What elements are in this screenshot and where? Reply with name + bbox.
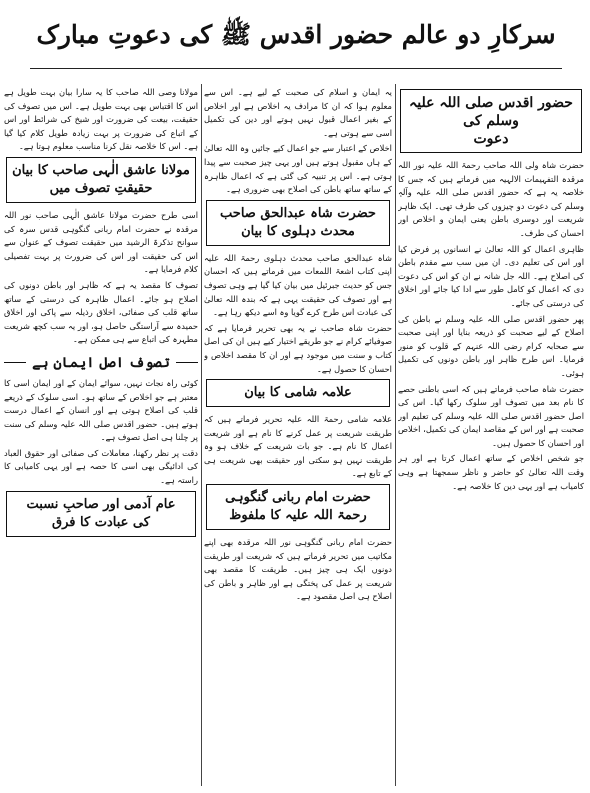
heading-line: محدث دہلوی کا بیان xyxy=(241,223,355,239)
paragraph: شاہ عبدالحق صاحب محدث دہلوی رحمۃ اللہ علیہ اپنی کتاب اشعۃ اللمعات میں فرماتے ہیں کہ احسان جس کو حدیث جبرئیل میں بیان کیا گیا ہے وہی تصوف ہے اور تصوف کی حقیقت یہی ہے کہ بندہ اللہ تعالیٰ کی عبادت اس طرح کرے گویا وہ اسے دیکھ رہا ہے۔ xyxy=(204,252,392,318)
masthead-title: سرکارِ دو عالم حضور اقدس ﷺ کی دعوتِ مبارک xyxy=(36,19,556,49)
paragraph: اسی طرح حضرت مولانا عاشق الٰہی صاحب نور اللہ مرقدہ نے حضرت امام ربانی گنگوہی قدس سرہ کی سوانح تذکرۃ الرشید میں حقیقت تصوف کے عنوان سے اس کی حقیقت اور اس کی ضرورت پر بہت تفصیلی کلام فرمایا ہے۔ xyxy=(4,209,198,275)
banner-tasawwuf-asl-iman xyxy=(4,355,198,371)
column-right xyxy=(398,86,584,786)
heading-box-shah-abdulhaq xyxy=(206,200,390,246)
column-left xyxy=(4,86,198,786)
column-divider-right xyxy=(395,84,396,786)
heading-box-ashiq-ilahi xyxy=(6,157,196,203)
paragraph: کوئی راہ نجات نہیں، سوائے ایمان کے اور ایمان اسی کا معتبر ہے جو اخلاص کے ساتھ ہو۔ اسی سلوک کے ذریعے قلب کی اصلاح ہوتی ہے اور انسان کے اعمال درست ہوتے ہیں۔ حضور اقدس صلی اللہ علیہ وسلم کی سنت پر چلنا ہی اصل تصوف ہے۔ xyxy=(4,377,198,443)
heading-box-dawat xyxy=(400,89,582,153)
paragraph: مولانا وصی اللہ صاحب کا یہ سارا بیان بہت طویل ہے اس کا اقتباس بھی بہت طویل ہے۔ اس میں تصوف کی حقیقت، بیعت کی ضرورت اور شیخ کی شرائط اور اس کے اتباع کی ضرورت پر بہت زیادہ طویل کلام کیا گیا ہے۔ اس کا خلاصہ نقل کرنا مناسب معلوم ہوتا ہے۔ xyxy=(4,87,198,152)
paragraph: علامہ شامی رحمۃ اللہ علیہ تحریر فرماتے ہیں کہ طریقت شریعت پر عمل کرنے کا نام ہے اور شریعت اعمال کا نام ہے۔ جو بات شریعت کے خلاف ہو وہ طریقت نہیں ہو سکتی اور حقیقت بھی شریعت ہی کے تابع ہے۔ xyxy=(204,414,392,479)
column-middle xyxy=(204,86,392,786)
paragraph: یہ ایمان و اسلام کی صحبت کے لیے ہے۔ اس سے معلوم ہوا کہ ان کا مرادف یہ اخلاص ہے اور اخلاص کے بغیر اعمال قبول نہیں ہوتے اور دین کی تکمیل اسی سے ہوتی ہے۔ xyxy=(204,87,392,138)
paragraph: پھر حضور اقدس صلی اللہ علیہ وسلم نے باطن کی اصلاح کے لیے صحبت کو ذریعہ بنایا اور اپنی صحبت سے صحابہ کرام رضی اللہ عنہم کے قلوب کو منور فرمایا۔ اس طرح ظاہر اور باطن دونوں کی تکمیل ہوئی۔ xyxy=(398,313,584,378)
paragraph: جو شخص اخلاص کے ساتھ اعمال کرتا ہے اور ہر وقت اللہ تعالیٰ کو حاضر و ناظر سمجھتا ہے وہی کامیاب ہے اور یہی دین کا خلاصہ ہے۔ xyxy=(398,453,584,491)
heading-line: دعوت xyxy=(473,131,509,147)
heading-line: حقیقتِ تصوف میں xyxy=(49,180,153,196)
paragraph: حضرت شاہ صاحب فرماتے ہیں کہ اسی باطنی حصے کا نام بعد میں تصوف اور سلوک رکھا گیا۔ اس کی اصل حضور اقدس صلی اللہ علیہ وسلم کی تعلیم اور صحبت ہے اور اس کے مقاصد ایمان کی تکمیل، اخلاص اور احسان کا حصول ہیں۔ xyxy=(398,383,584,448)
column-divider-left xyxy=(201,84,202,786)
heading-line: رحمۃ اللہ علیہ کا ملفوظ xyxy=(229,508,367,524)
heading-line: کی عبادت کا فرق xyxy=(52,514,150,530)
paragraph: ظاہری اعمال کو اللہ تعالیٰ نے انسانوں پر فرض کیا اور اس کی تعلیم دی۔ ان میں سب سے مقدم باطن کی اصلاح ہے۔ اللہ جل شانہ نے ان کو اس کی دعوت دی کہ اعمال کو کامل طور سے ادا کیا جائے اور اخلاق کی درستی کی جائے۔ xyxy=(398,243,584,308)
paragraph: حضرت امام ربانی گنگوہی نور اللہ مرقدہ بھی اپنے مکاتیب میں تحریر فرماتے ہیں کہ شریعت اور طریقت دونوں ایک ہی چیز ہیں۔ طریقت کا مقصد بھی شریعت پر عمل کی پختگی ہے اور ظاہر و باطن کی اصلاح ہی اصل مقصود ہے۔ xyxy=(204,537,392,602)
heading-box-imam-rabbani xyxy=(206,484,390,530)
heading-line: علامہ شامی کا بیان xyxy=(244,385,352,401)
banner-rule xyxy=(4,362,26,363)
banner-title: تصوف اصل ایمان ہے xyxy=(32,354,170,371)
paragraph: حضرت شاہ صاحب نے یہ بھی تحریر فرمایا ہے کہ صوفیائے کرام نے جو طریقے اختیار کیے ہیں ان کی اصل کتاب و سنت میں موجود ہے اور ان کا مقصد اخلاص و احسان کا حصول ہے۔ xyxy=(204,322,392,374)
paragraph: اخلاص کے اعتبار سے جو اعمال کیے جائیں وہ اللہ تعالیٰ کے ہاں مقبول ہوتے ہیں اور یہی چیز صحبت سے پیدا ہوتی ہے۔ اس پر تنبیہ کی گئی ہے کہ اعمال ظاہرہ کے ساتھ ساتھ باطن کی اصلاح بھی ضروری ہے۔ xyxy=(204,143,392,195)
banner-rule xyxy=(176,362,198,363)
heading-line: حضرت شاہ عبدالحق صاحب xyxy=(220,205,376,221)
heading-line: حضور اقدس صلی اللہ علیہ وسلم کی xyxy=(409,95,573,129)
paragraph: حضرت شاہ ولی اللہ صاحب رحمۃ اللہ علیہ نور اللہ مرقدہ التفہیمات الالہیہ میں فرماتے ہیں کہ جس کا خلاصہ یہ ہے کہ حضور اقدس صلی اللہ علیہ وآلہٖ وسلم کی دعوت دو چیزوں کی طرف تھی۔ ایک ظاہر شریعت اور دوسری باطن یعنی ایمان و اخلاص اور احسان کی طرف۔ xyxy=(398,160,584,238)
heading-box-allama-shami xyxy=(206,379,390,407)
heading-line: مولانا عاشق الٰہی صاحب کا بیان xyxy=(12,162,190,178)
heading-line: حضرت امام ربانی گنگوہی xyxy=(225,490,371,506)
heading-box-aam-aadmi xyxy=(6,491,196,537)
heading-line: عام آدمی اور صاحبِ نسبت xyxy=(26,496,176,512)
paragraph: دقت پر نظر رکھنا، معاملات کی صفائی اور حقوق العباد کی ادائیگی بھی اسی کا حصہ ہے اور یہی کامیابی کا راستہ ہے۔ xyxy=(4,447,198,486)
paragraph: تصوف کا مقصد یہ ہے کہ ظاہر اور باطن دونوں کی اصلاح ہو جائے۔ اعمال ظاہرہ کی درستی کے ساتھ ساتھ قلب کی صفائی، اخلاق رذیلہ سے پاکی اور اخلاق حمیدہ سے آراستگی حاصل ہو، اور یہ سب کچھ شریعت مطہرہ کی اتباع سے ہی ممکن ہے۔ xyxy=(4,279,198,345)
masthead xyxy=(30,6,562,69)
